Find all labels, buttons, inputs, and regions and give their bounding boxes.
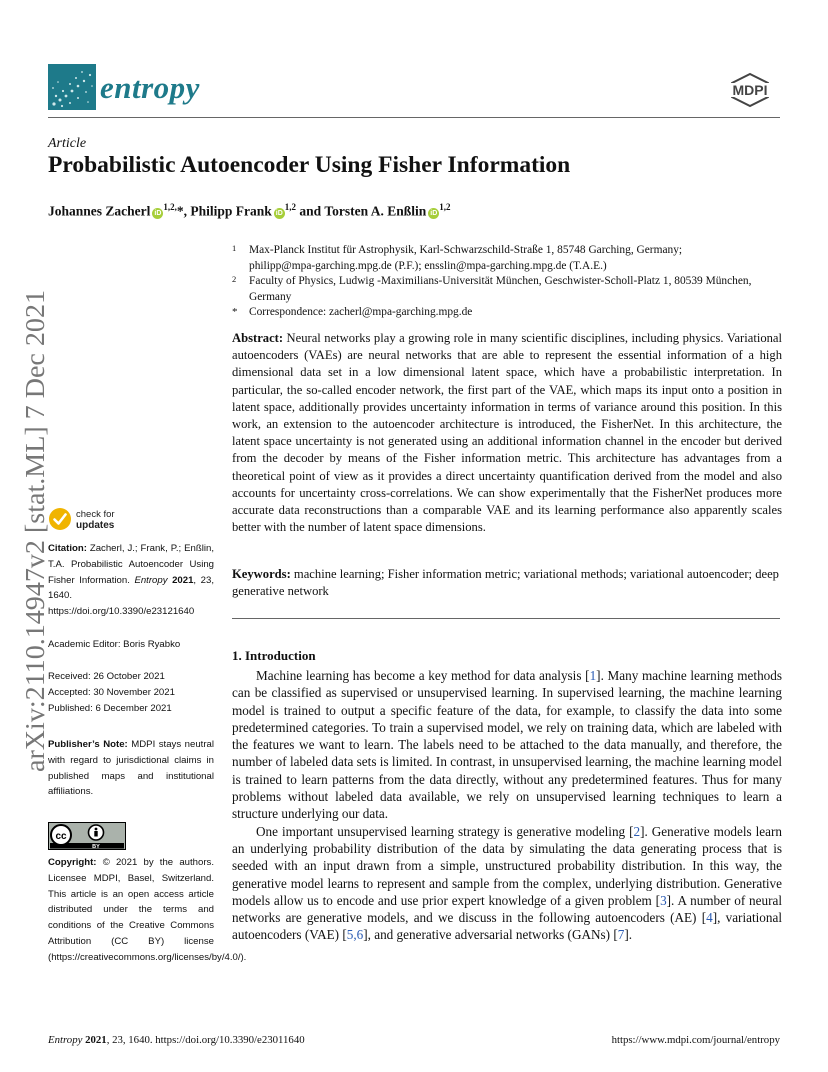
orcid-icon: iD [154,209,162,217]
affiliation [232,274,782,305]
paragraph-text: ], and generative adversarial networks (GANs) [ [363,927,618,943]
check-icon [49,508,71,530]
check-for-updates-badge[interactable] [48,506,148,532]
section-heading: 1. Introduction [232,648,316,663]
author-affiliation-mark: 1,2, [163,202,177,212]
citation-text: , 23, 1640. https://doi.org/10.3390/e23121640 [48,574,214,618]
copyright-text: © 2021 by the authors. Licensee MDPI, Basel, Switzerland. This article is an open access article distributed under the terms and conditions of the Creative Commons Attribution (CC BY) license (https://creativecommons.org/licenses/by/4.0/). [48,857,247,963]
affiliation [232,305,782,321]
abstract-text: Neural networks play a growing role in many scientific disciplines, including physics. Variational autoencoders (VAEs) are neural networks that are able to represent the essential information of a high dimensional data set in a low dimensional latent space, which have a probabilistic interpretation. In particular, the so-called encoder network, the first part of the VAE, which maps its input onto a position in latent space, additionally provides uncertainty information in terms of variance around this position. In this work, an extension to the autoencoder architecture is introduced, the FisherNet. In this architecture, the latent space uncertainty is not generated using an additional information channel in the encoder but derived from the decoder by means of the Fisher information metric. This architecture has advantages from a theoretical point of view as it provides a direct uncertainty quantification derived from the model and also accounts for uncertainty cross-correlations. We can show experimentally that the FisherNet produces more accurate data reconstructions than a comparable VAE and its learning performance also apparently scales better with the number of latent space dimensions. [232,331,782,535]
header-divider [48,117,780,118]
article-type: Article [48,136,87,151]
journal-logo [48,64,96,110]
affiliation-line: Max-Planck Institut für Astrophysik, Karl-Schwarzschild-Straße 1, 85748 Garching, Germany; [249,244,683,256]
paragraph [232,667,782,823]
check-updates-line2: updates [76,520,115,531]
reference-link[interactable]: 4 [706,910,713,926]
reference-link[interactable]: 2 [633,823,641,839]
cc-text: cc [55,831,67,842]
footer-citation-text: , 23, 1640. https://doi.org/10.3390/e23011640 [106,1034,305,1046]
keywords-label: Keywords: [232,567,291,581]
cc-by-license-badge[interactable] [48,822,126,850]
paragraph-text: One important unsupervised learning strategy is generative modeling [ [256,823,634,839]
citation-text: Zacherl, J.; Frank, P.; Enßlin, T.A. Probabilistic Autoencoder Using Fisher Information. [48,543,214,586]
citation-text: 2021 [172,574,194,586]
article-title: Probabilistic Autoencoder Using Fisher Information [48,152,571,178]
affiliation-line: Faculty of Physics, Ludwig -Maximilians-Universität München, Geschwister-Scholl-Platz 1, 80539 München, [249,275,752,287]
keywords [232,566,782,600]
reference-link[interactable]: 3 [660,892,667,908]
reference-link[interactable]: 5,6 [346,927,364,943]
affiliation-line: philipp@mpa-garching.mpg.de (P.F.); ensslin@mpa-garching.mpg.de (T.A.E.) [249,259,607,272]
corresponding-mark: * [176,203,184,219]
citation [48,541,214,620]
paragraph-text: ]. Many machine learning methods can be classified as supervised or unsupervised learning. In supervised learning, the machine learning model is trained to output a specific feature of the data, for example, to classify the data into some predetermined categories. To train a supervised model, we rely on training data, which are labeled with the features we want to learn. The labels need to be attached to the data manually, and therefore, the number of labeled data sets is limited. In contrast, in unsupervised learning, the machine learning model is trained to learn patterns from the data directly, without any predetermined features. Thus for many problems without labeled data available, we rely on unsupervised learning techniques to learn a structure underlying our data. [232,668,782,822]
affiliation-mark: * [232,306,238,318]
footer-journal-url[interactable]: https://www.mdpi.com/journal/entropy [611,1034,780,1046]
author-list: Johannes Zacherl $iD^{1,2,}*$, Philipp Frank iD$^{1,2}$ and Torsten A. Enßlin iD$^{1,2}$ [48,202,451,219]
journal-name: entropy [100,70,200,105]
footer-citation [48,1034,305,1046]
arxiv-identifier: arXiv:2110.14947v2 [stat.ML] 7 Dec 2021 [20,308,50,772]
footer-citation-text: 2021 [85,1034,107,1046]
publishers-note [48,737,214,800]
orcid-icon: iD [275,209,283,217]
footer-citation-text: Entropy [48,1034,83,1046]
date-line: Published: 6 December 2021 [48,702,172,714]
author-affiliation-mark: 1,2 [284,202,297,212]
by-text: BY [92,844,100,850]
author-name: Torsten A. Enßlin [324,203,427,219]
author-name: Philipp Frank [190,203,272,219]
affiliation-line: Correspondence: zacherl@mpa-garching.mpg.de [249,306,473,318]
paragraph [232,823,782,944]
affiliation [232,243,782,274]
orcid-icon: iD [430,209,438,217]
affiliation-mark: 2 [232,274,237,284]
copyright-label: Copyright: [48,857,97,868]
publishers-note-label: Publisher’s Note: [48,739,128,750]
publishers-note-text: MDPI stays neutral with regard to jurisdictional claims in published maps and institutional affiliations. [48,739,214,798]
reference-link[interactable]: 1 [589,668,597,683]
author-name: Johannes Zacherl [48,203,151,219]
reference-link[interactable]: 7 [617,927,625,943]
citation-label: Citation: [48,543,87,554]
citation-text: Entropy [134,574,168,586]
paragraph-text: Machine learning has become a key method for data analysis [ [256,668,590,683]
publisher-logo [722,72,778,108]
affiliation-line: Germany [249,290,292,303]
academic-editor: Academic Editor: Boris Ryabko [48,639,181,650]
affiliation-mark: 1 [232,243,237,253]
paragraph-text: ], variational autoencoders (VAE) [ [232,910,783,943]
paragraph-text: ]. [624,927,633,943]
keywords-text: machine learning; Fisher information metric; variational methods; variational autoencoder; deep generative network [232,567,779,599]
section-divider [232,618,780,619]
check-updates-line1: check for [76,509,115,520]
abstract-label: Abstract: [232,331,284,345]
date-line: Accepted: 30 November 2021 [48,686,175,698]
paragraph-text: ]. Generative models learn an underlying probability distribution of the data by simulating the data generating process that is seeded with an input drawn from a simple, unstructured probability distribution. In this way, the generative model learns to represent and sample from the complex, underlying distribution. Generative models allow us to encode and use prior expert knowledge of a given problem [ [232,823,782,908]
author-affiliation-mark: 1,2 [439,202,451,212]
abstract [232,330,782,536]
publication-dates [48,669,214,716]
arxiv-stamp [6,286,54,776]
date-line: Received: 26 October 2021 [48,671,165,682]
publisher-name: MDPI [732,82,768,98]
paragraph-text: ]. A number of neural networks are generative models, and we discuss in the following autoencoders (AE) [ [232,892,782,926]
copyright-notice [48,855,247,966]
affiliations [232,243,782,321]
introduction-body [232,667,782,944]
